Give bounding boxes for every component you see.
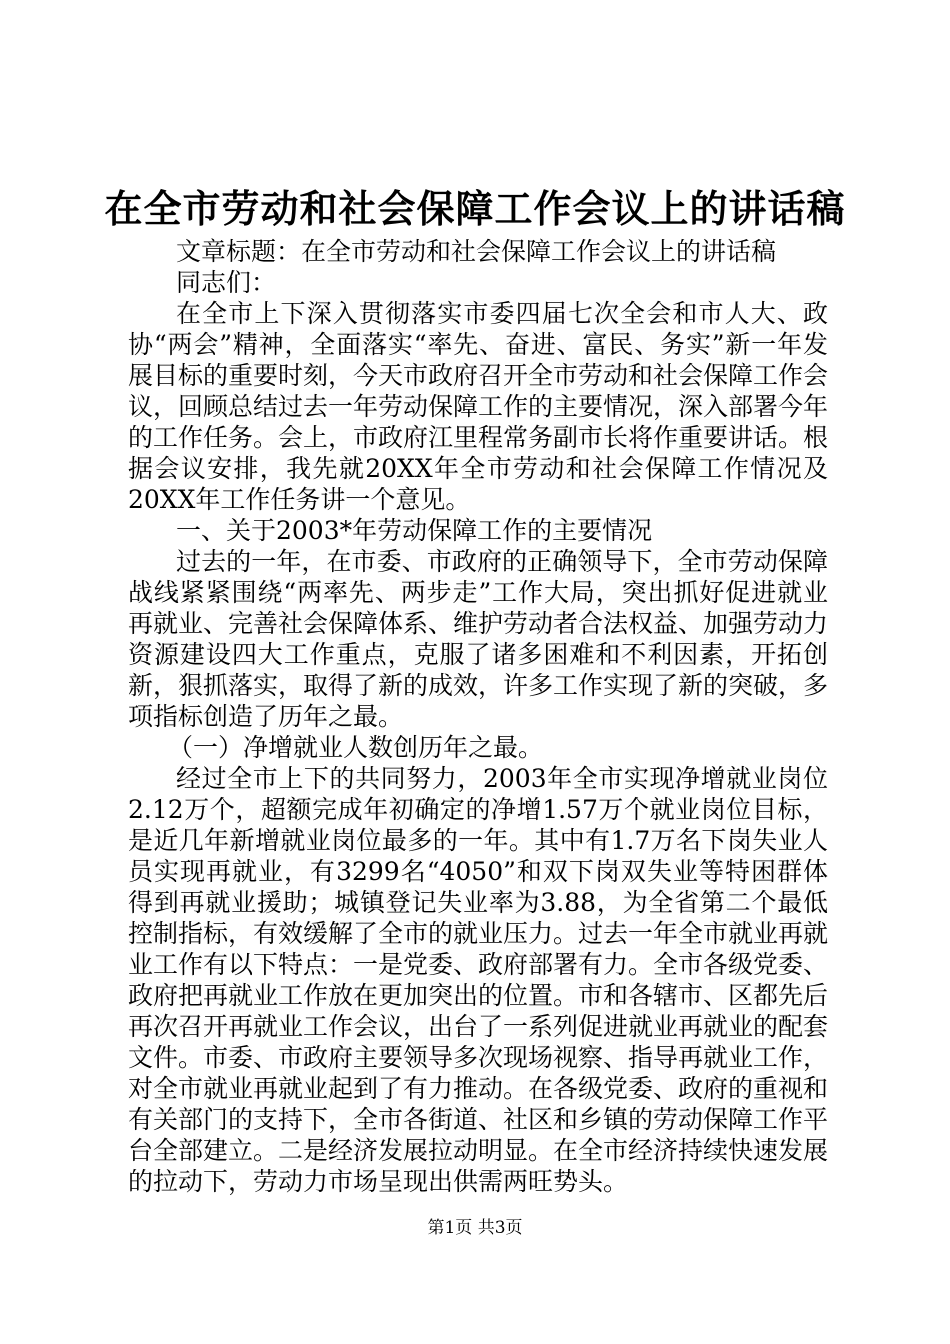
salutation: 同志们： <box>176 268 277 297</box>
section-heading: 一、关于2003*年劳动保障工作的主要情况 <box>176 516 653 545</box>
paragraph-employment: 经过全市上下的共同努力，2003年全市实现净增就业岗位2.12万个，超额完成年初确定的净增1.57万个就业岗位目标，是近几年新增就业岗位最多的一年。其中有1.7万名下岗失业人员实现再就业，有3299名“4050”和双下岗双失业等特困群体得到再就业援助；城镇登记失业率为3.88，为全省第二个最低控制指标，有效缓解了全市的就业压力。过去一年全市就业再就业工作有以下特点：一是党委、政府部署有力。全市各级党委、政府把再就业工作放在更加突出的位置。市和各辖市、区都先后再次召开再就业工作会议，出台了一系列促进就业再就业的配套文件。市委、市政府主要领导多次现场视察、指导再就业工作，对全市就业再就业起到了有力推动。在各级党委、政府的重视和有关部门的支持下，全市各街道、社区和乡镇的劳动保障工作平台全部建立。二是经济发展拉动明显。在全市经济持续快速发展的拉动下，劳动力市场呈现出供需两旺势头。 <box>128 764 829 1196</box>
document-title: 在全市劳动和社会保障工作会议上的讲话稿 <box>104 186 846 231</box>
document-body <box>128 236 828 1197</box>
subsection-heading: （一）净增就业人数创历年之最。 <box>168 733 544 762</box>
paragraph-intro: 在全市上下深入贯彻落实市委四届七次全会和市人大、政协“两会”精神，全面落实“率先、奋进、富民、务实”新一年发展目标的重要时刻，今天市政府召开全市劳动和社会保障工作会议，回顾总结过去一年劳动保障工作的主要情况，深入部署今年的工作任务。会上，市政府江里程常务副市长将作重要讲话。根据会议安排，我先就20XX年全市劳动和社会保障工作情况及20XX年工作任务讲一个意见。 <box>128 299 829 514</box>
paragraph-review: 过去的一年，在市委、市政府的正确领导下，全市劳动保障战线紧紧围绕“两率先、两步走”工作大局，突出抓好促进就业再就业、完善社会保障体系、维护劳动者合法权益、加强劳动力资源建设四大工作重点，克服了诸多困难和不利因素，开拓创新，狠抓落实，取得了新的成效，许多工作实现了新的突破，多项指标创造了历年之最。 <box>128 547 829 731</box>
page-footer: 第1页 共3页 <box>427 1218 523 1238</box>
article-title-line: 文章标题：在全市劳动和社会保障工作会议上的讲话稿 <box>176 237 777 266</box>
